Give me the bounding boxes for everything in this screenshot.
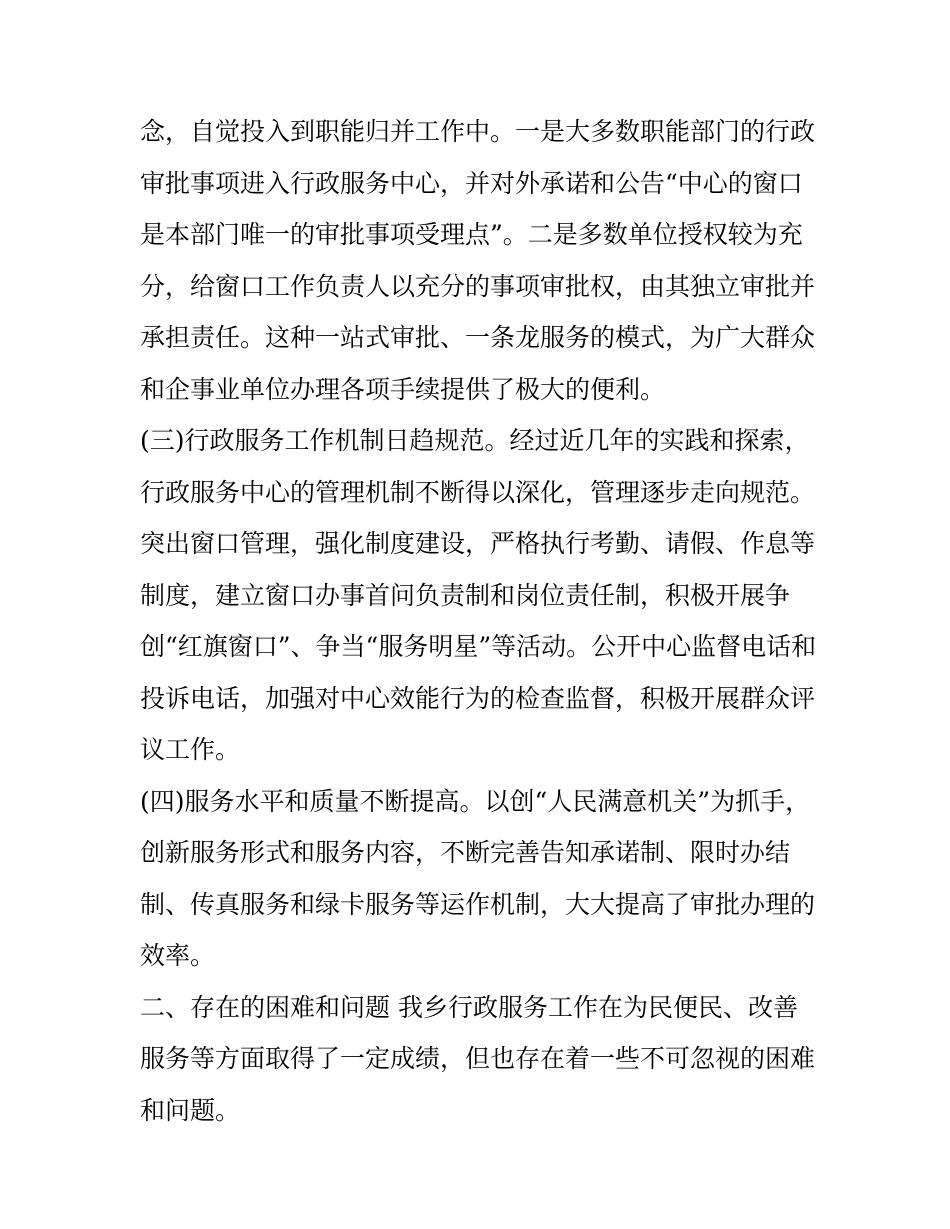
text-line: 创“红旗窗口”、争当“服务明星”等活动。公开中心监督电话和 [140,632,817,661]
text-line: 是本部门唯一的审批事项受理点”。二是多数单位授权较为充 [140,220,803,249]
text-line: 议工作。 [140,735,241,764]
body-text [140,106,820,1136]
text-line: 投诉电话，加强对中心效能行为的检查监督，积极开展群众评 [140,683,816,713]
text-line: 审批事项进入行政服务中心，并对外承诺和公告“中心的窗口 [140,168,803,198]
text-line: 制度，建立窗口办事首问负责制和岗位责任制，积极开展争 [140,580,791,610]
text-line: 和企事业单位办理各项手续提供了极大的便利。 [140,374,666,404]
text-line: 和问题。 [140,1095,241,1125]
section-heading-3: (三)行政服务工作机制日趋规范。经过近几年的实践和探索， [140,426,810,455]
text-line: 突出窗口管理，强化制度建设，严格执行考勤、请假、作息等 [140,529,816,558]
text-line: 服务等方面取得了一定成绩，但也存在着一些不可忽视的困难 [140,1044,816,1073]
text-line: 行政服务中心的管理机制不断得以深化，管理逐步走向规范。 [140,477,816,507]
text-line: 效率。 [140,941,216,970]
text-line: 制、传真服务和绿卡服务等运作机制，大大提高了审批办理的 [140,889,816,919]
text-line: 创新服务形式和服务内容，不断完善告知承诺制、限时办结 [140,838,791,867]
text-line: 承担责任。这种一站式审批、一条龙服务的模式，为广大群众 [140,323,816,352]
section-heading-2: 二、存在的困难和问题 我乡行政服务工作在为民便民、改善 [140,992,798,1022]
section-heading-4: (四)服务水平和质量不断提高。以创“人民满意机关”为抓手， [140,786,811,816]
text-line: 念，自觉投入到职能归并工作中。一是大多数职能部门的行政 [140,117,816,146]
text-line: 分，给窗口工作负责人以充分的事项审批权，由其独立审批并 [140,271,816,301]
